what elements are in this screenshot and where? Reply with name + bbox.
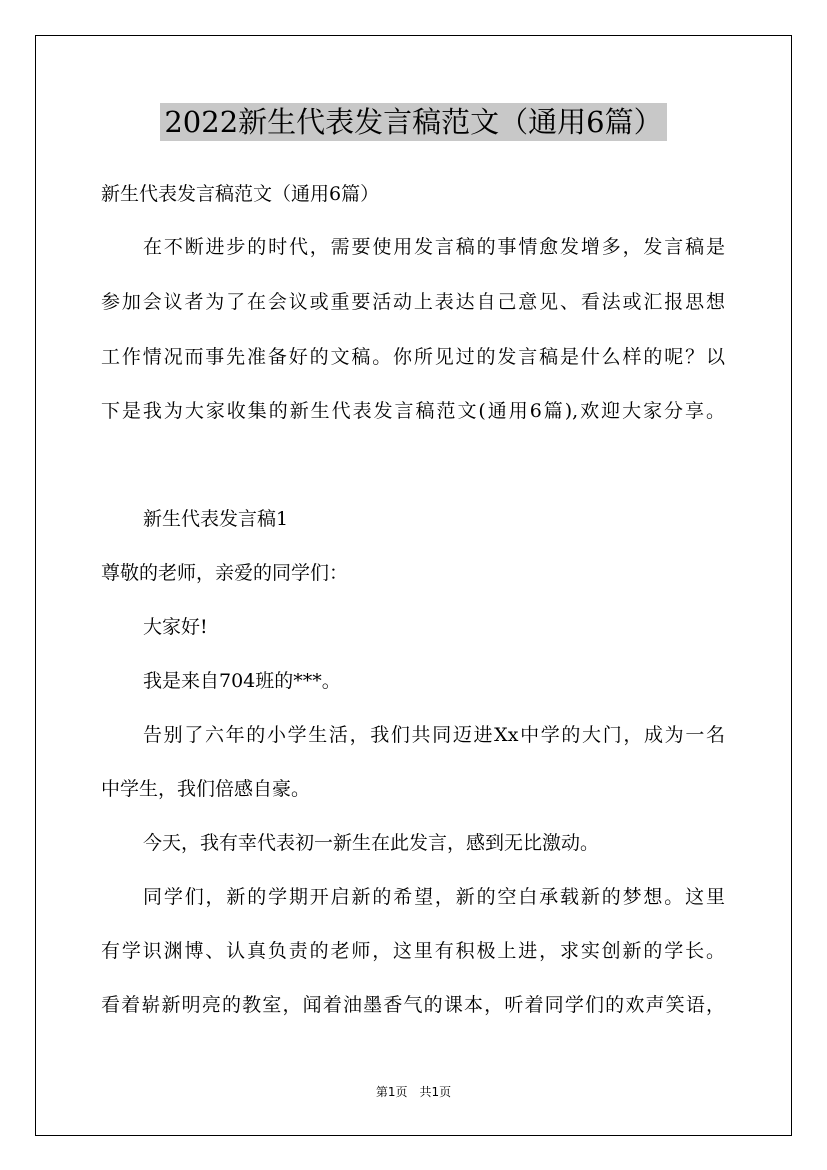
- paragraph-line: 今天，我有幸代表初一新生在此发言，感到无比激动。: [143, 832, 600, 854]
- section-heading: 新生代表发言稿1: [143, 508, 289, 530]
- paragraph-line: 看着崭新明亮的教室，闻着油墨香气的课本，听着同学们的欢声笑语，: [101, 994, 725, 1016]
- intro-line: 参加会议者为了在会议或重要活动上表达自己意见、看法或汇报思想: [101, 291, 725, 313]
- paragraph-line: 中学生，我们倍感自豪。: [101, 778, 311, 800]
- intro-line: 在不断进步的时代，需要使用发言稿的事情愈发增多，发言稿是: [143, 236, 725, 258]
- self-intro: 我是来自704班的***。: [143, 670, 341, 692]
- salutation: 尊敬的老师，亲爱的同学们：: [101, 562, 349, 584]
- intro-line: 工作情况而事先准备好的文稿。你所见过的发言稿是什么样的呢？以: [101, 346, 725, 368]
- paragraph-line: 有学识渊博、认真负责的老师，这里有积极上进，求实创新的学长。: [101, 940, 725, 962]
- document-subtitle: 新生代表发言稿范文（通用6篇）: [101, 183, 380, 205]
- intro-line: 下是我为大家收集的新生代表发言稿范文(通用6篇),欢迎大家分享。: [101, 400, 725, 422]
- title-container: [0, 103, 827, 141]
- paragraph-line: 告别了六年的小学生活，我们共同迈进Xx中学的大门，成为一名: [143, 724, 725, 746]
- greeting: 大家好!: [143, 616, 208, 638]
- document-title: 2022新生代表发言稿范文（通用6篇）: [160, 103, 666, 141]
- paragraph-line: 同学们，新的学期开启新的希望，新的空白承载新的梦想。这里: [143, 886, 725, 908]
- page-footer: 第1页 共1页: [375, 1085, 452, 1099]
